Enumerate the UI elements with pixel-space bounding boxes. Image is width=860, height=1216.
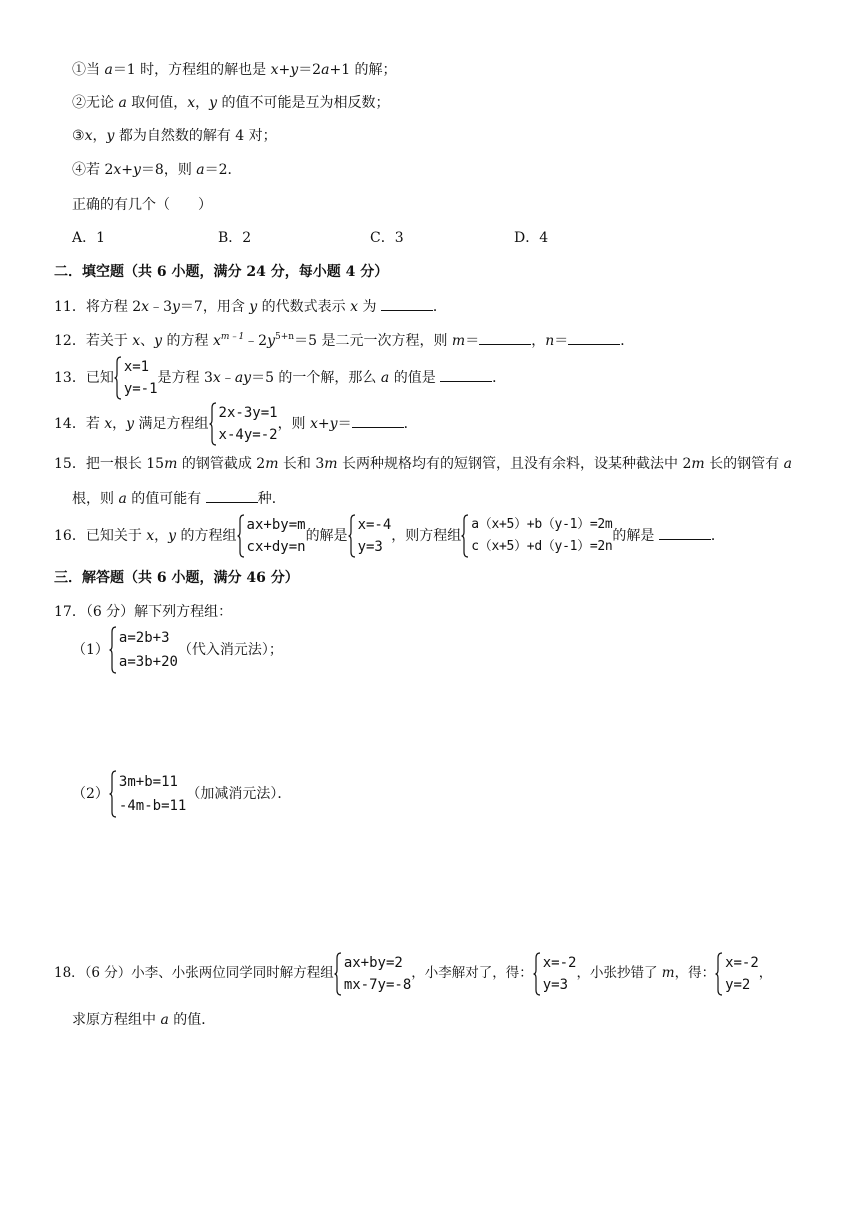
option-c: C．3 — [370, 230, 404, 246]
brace-icon — [109, 626, 117, 674]
brace-icon — [533, 952, 541, 996]
question-15-line-1: 15．把一根长 15m 的钢管截成 2m 长和 3m 长两种规格均有的短钢管，且没有余料，设某种截法中 2m 长的钢管有 a — [54, 456, 792, 472]
q10-statement-2: ②无论 a 取何值，x，y 的值不可能是互为相反数； — [72, 95, 390, 111]
question-13: 13．已知 x=1 y=-1 是方程 3x﹣ay＝5 的一个解，那么 a 的值是 ． — [54, 356, 506, 400]
question-17-part-1: （1） a=2b+3 a=3b+20 （代入消元法）； — [72, 626, 283, 674]
brace-icon — [109, 770, 117, 818]
section-2-heading: 二．填空题（共 6 小题，满分 24 分，每小题 4 分） — [54, 264, 389, 280]
question-17-part-2: （2） 3m+b=11 -4m-b=11 （加减消元法）． — [72, 770, 291, 818]
option-b: B．2 — [218, 230, 252, 246]
equation-system: 3m+b=11 -4m-b=11 — [109, 770, 186, 818]
question-18-line-2: 求原方程组中 a 的值． — [72, 1012, 216, 1028]
answer-blank[interactable] — [206, 488, 258, 503]
brace-icon — [715, 952, 723, 996]
q10-statement-3: ③x，y 都为自然数的解有 4 对； — [72, 128, 277, 144]
answer-blank[interactable] — [381, 296, 433, 311]
equation-system: ax+by=m cx+dy=n — [237, 514, 306, 558]
answer-blank[interactable] — [352, 413, 404, 428]
question-17-title: 17．（6 分）解下列方程组： — [54, 604, 233, 620]
q10-statement-4: ④若 2x+y＝8，则 a＝2． — [72, 162, 242, 178]
question-16: 16．已知关于 x，y 的方程组 ax+by=m cx+dy=n 的解是 x=-4 y=3 ，则方程组 a（x+5）+b（y-1）=2m c（x+5）+d（y-1）=2n 的解是 ． — [54, 514, 725, 558]
question-18-line-1: 18．（6 分）小李、小张两位同学同时解方程组 ax+by=2 mx-7y=-8 ，小李解对了，得： x=-2 y=3 ，小张抄错了 m，得： x=-2 y=2 ， — [54, 950, 772, 996]
equation-system: ax+by=2 mx-7y=-8 — [334, 952, 411, 996]
option-a: A．1 — [72, 230, 106, 246]
brace-icon — [237, 514, 245, 558]
q10-prompt: 正确的有几个（ ） — [72, 197, 212, 213]
brace-icon — [334, 952, 342, 996]
answer-blank[interactable] — [440, 367, 492, 382]
brace-icon — [461, 514, 469, 558]
section-3-heading: 三．解答题（共 6 小题，满分 46 分） — [54, 570, 299, 586]
question-11: 11．将方程 2x﹣3y＝7，用含 y 的代数式表示 x 为 ． — [54, 296, 447, 317]
q10-statement-1: ①当 a＝1 时，方程组的解也是 x+y＝2a+1 的解； — [72, 62, 397, 78]
answer-blank[interactable] — [659, 525, 711, 540]
question-14: 14．若 x，y 满足方程组 2x-3y=1 x-4y=-2 ，则 x+y＝ ． — [54, 402, 418, 446]
equation-system: x=1 y=-1 — [114, 356, 158, 400]
option-d: D．4 — [514, 230, 549, 246]
equation-system: a=2b+3 a=3b+20 — [109, 626, 178, 674]
question-12: 12．若关于 x、y 的方程 $x^{m﹣1}﹣2y^{5+n}=5$ 是二元一次方程，则 m＝ ，n＝ ． — [54, 332, 635, 349]
equation-system: x=-2 y=2 — [715, 952, 759, 996]
question-15-line-2: 根，则 a 的值可能有 种． — [72, 488, 286, 509]
brace-icon — [114, 356, 122, 400]
brace-icon — [209, 402, 217, 446]
brace-icon — [348, 514, 356, 558]
equation-system: x=-4 y=3 — [348, 514, 392, 558]
equation-system: a（x+5）+b（y-1）=2m c（x+5）+d（y-1）=2n — [461, 514, 612, 558]
answer-blank-n[interactable] — [568, 330, 620, 345]
equation-system: x=-2 y=3 — [533, 952, 577, 996]
equation-system: 2x-3y=1 x-4y=-2 — [209, 402, 278, 446]
answer-blank-m[interactable] — [479, 330, 531, 345]
